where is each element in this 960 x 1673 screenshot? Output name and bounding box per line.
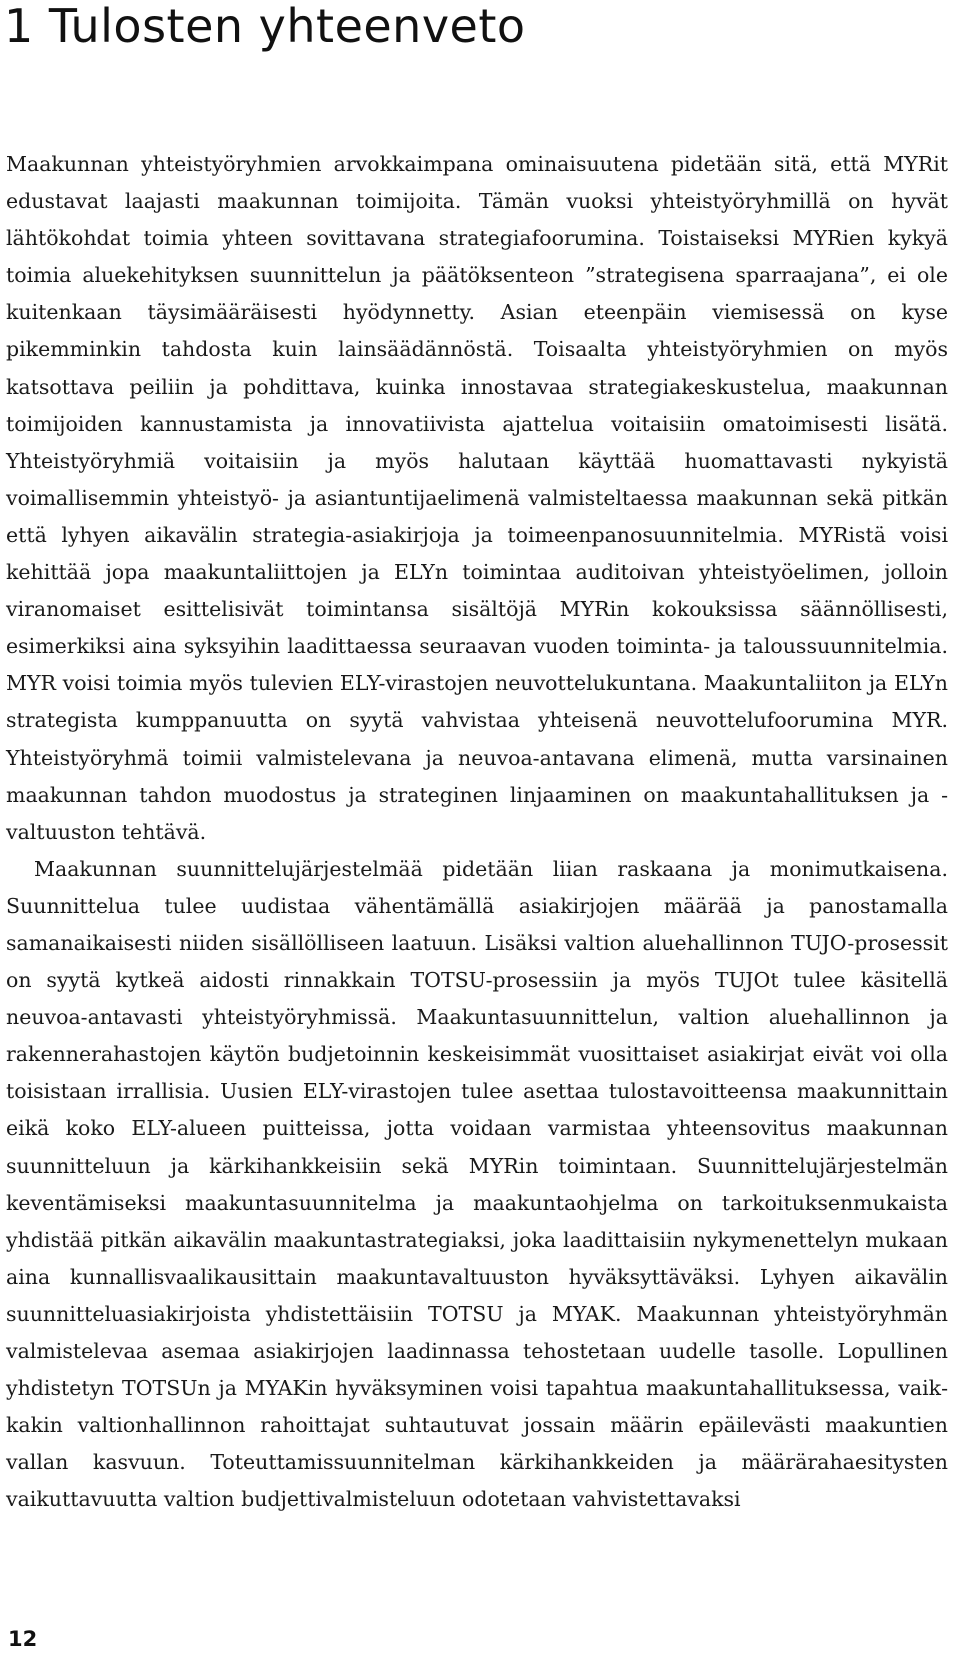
chapter-title: 1 Tulosten yhteenveto (4, 0, 526, 53)
body-text (6, 146, 948, 1518)
paragraph-1: Maakunnan yhteistyöryhmien arvokkaimpana ominaisuutena pidetään sitä, että MYRit edustavat laajasti maakunnan toimijoita. Tämän vuoksi yhteistyöryhmillä on hyvät lähtökohdat toimia yhteen sovittavana strategiafoorumina. Toistaiseksi MYRien kykyä toimia aluekehityksen suunnittelun ja päätöksenteon ”strategisena sparraajana”, ei ole kuitenkaan täysimääräisesti hyödynnetty. Asian eteenpäin viemisessä on kyse pikemminkin tahdosta kuin lainsäädännöstä. Toisaalta yhteistyöryhmien on myös katsottava peiliin ja pohdittava, kuinka innostavaa strategiakeskustelua, maakunnan toimijoiden kannustamista ja innovatiivista ajattelua voitaisiin omatoimisesti lisätä. Yhteistyöryhmiä voitaisiin ja myös halutaan käyttää huomattavasti nykyistä voimallisemmin yhteistyö- ja asiantuntijaelimenä valmisteltaessa maakunnan sekä pitkän että lyhyen aikavälin strategia-asiakirjoja ja toimeenpanosuunnitelmia. MYRistä voisi kehittää jopa maakuntaliittojen ja ELYn toimintaa auditoivan yhteistyöelimen, jolloin viranomaiset esittelisivät toimintansa sisältöjä MYRin kokouksissa säännöllisesti, esimerkiksi aina syksyihin laadittaessa seuraavan vuoden toiminta- ja taloussuunnitelmia. MYR voisi toimia myös tulevien ELY-virastojen neuvottelukuntana. Maakuntaliiton ja ELYn strategista kumppanuutta on syytä vahvistaa yhteisenä neuvottelufoorumina MYR. Yhteistyöryhmä toimii valmistelevana ja neuvoa-antavana elimenä, mutta varsinainen maakunnan tahdon muodostus ja strateginen linjaaminen on maakuntahallituksen ja -valtuuston tehtävä. (6, 152, 948, 844)
paragraph-2: Maakunnan suunnittelujärjestelmää pidetään liian raskaana ja monimutkaisena. Suunnittelua tulee uudistaa vähentämällä asiakirjojen määrää ja panostamalla samanaikaisesti niiden sisällölliseen laatuun. Lisäksi valtion aluehallinnon TUJO-prosessit on syytä kytkeä aidosti rinnakkain TOTSU-prosessiin ja myös TUJOt tulee käsitellä neuvoa-antavasti yhteistyöryhmissä. Maakuntasuunnittelun, valtion aluehallinnon ja rakennerahastojen käytön budjetoinnin keskeisimmät vuosittaiset asiakirjat eivät voi olla toisistaan irrallisia. Uusien ELY-virastojen tulee asettaa tulostavoitteensa maakunnittain eikä koko ELY-alueen puitteissa, jotta voidaan varmistaa yhteensovitus maakunnan suunnitteluun ja kärkihankkeisiin sekä MYRin toimintaan. Suunnittelujärjestelmän keventämiseksi maakuntasuunnitelma ja maakuntaohjelma on tarkoituksenmukaista yhdistää pitkän aikavälin maakuntastrategiaksi, joka laadittaisiin nykymenettelyn mukaan aina kunnallisvaalikausittain maakuntavaltuuston hyväksyttäväksi. Lyhyen aikavälin suunnitteluasiakirjoista yhdistettäisiin TOTSU ja MYAK. Maakunnan yhteistyöryhmän valmistelevaa asemaa asiakirjojen laadinnassa tehostetaan uudelle tasolle. Lopullinen yhdistetyn TOTSUn ja MYAKin hyväksyminen voisi tapahtua maakuntahallituksessa, vaikkakin valtionhallinnon rahoittajat suhtautuvat jossain määrin epäilevästi maakuntien vallan kasvuun. Toteuttamissuunnitelman kärkihankkeiden ja määrärahaesitysten vaikuttavuutta valtion budjettivalmisteluun odotetaan vahvistettavaksi (6, 856, 948, 1512)
page-number: 12 (8, 1627, 38, 1651)
